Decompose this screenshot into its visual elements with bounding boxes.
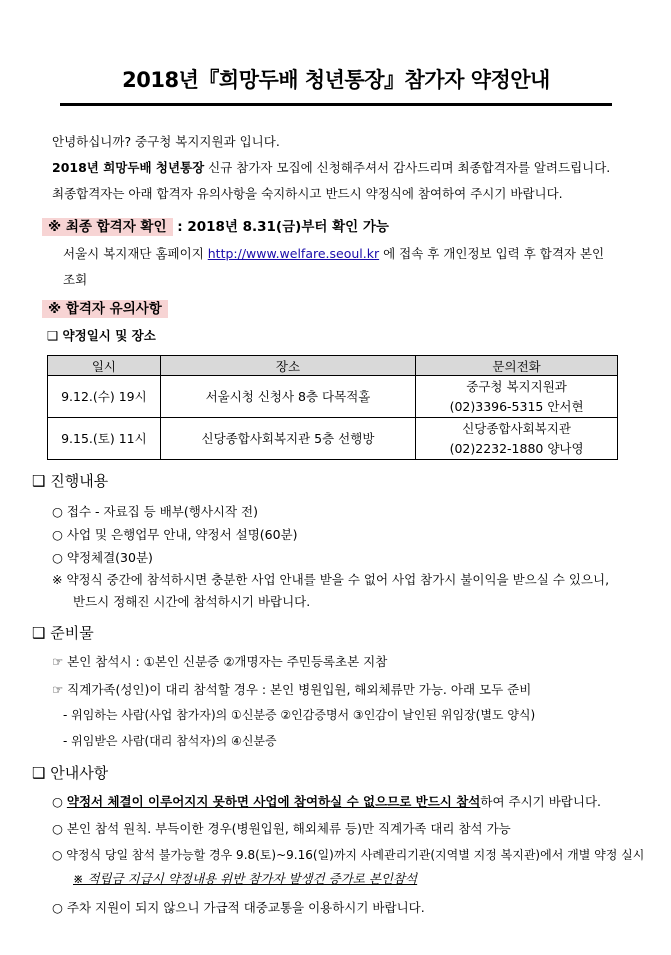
intro-line-2-text: 신규 참가자 모집에 신청해주셔서 감사드리며 최종합격자를 알려드립니다.	[204, 160, 611, 175]
confirm-desc-line-2: 조회	[63, 272, 88, 287]
confirm-label: ※ 최종 합격자 확인	[42, 218, 173, 236]
contact-phone: (02)2232-1880 양나영	[449, 440, 584, 456]
guide-item: ○ 본인 참석 원칙. 부득이한 경우(병원입원, 해외체류 등)만 직계가족 대리 참석 가능	[52, 821, 511, 836]
intro-program-name: 2018년 희망두배 청년통장	[52, 160, 205, 175]
intro-line-3: 최종합격자는 아래 합격자 유의사항을 숙지하시고 반드시 약정식에 참여하여 주시기 바랍니다.	[52, 186, 563, 201]
guide-item	[52, 792, 601, 810]
guide-item: ○ 약정식 당일 참석 불가능할 경우 9.8(토)~9.16(일)까지 사례관리기관(지역별 지정 복지관)에서 개별 약정 실시	[52, 848, 645, 862]
prep-sub-item: - 위임하는 사람(사업 참가자)의 ①신분증 ②인감증명서 ③인감이 날인된 위임장(별도 양식)	[63, 708, 536, 722]
cell-contact	[416, 418, 618, 460]
table-header-row	[48, 356, 618, 376]
intro-line-2	[52, 158, 610, 176]
page-title: 2018년『희망두배 청년통장』참가자 약정안내	[122, 68, 550, 92]
table-row	[48, 376, 618, 418]
confirm-desc	[63, 244, 604, 262]
cell-datetime: 9.15.(토) 11시	[48, 418, 161, 460]
confirm-line	[42, 215, 389, 235]
prep-item-proxy: ☞ 직계가족(성인)이 대리 참석할 경우 : 본인 병원입원, 해외체류만 가능. 아래 모두 준비	[52, 682, 532, 697]
progress-item: ○ 접수 - 자료집 등 배부(행사시작 전)	[52, 504, 258, 519]
prep-item-self: ☞ 본인 참석시 : ①본인 신분증 ②개명자는 주민등록초본 지참	[52, 654, 388, 669]
cell-place: 신당종합사회복지관 5층 선행방	[160, 418, 415, 460]
guide-item: ○ 주차 지원이 되지 않으니 가급적 대중교통을 이용하시기 바랍니다.	[52, 900, 425, 915]
cell-place: 서울시청 신청사 8층 다목적홀	[160, 376, 415, 418]
guide-note: ※ 적립금 지급시 약정내용 위반 참가자 발생건 증가로 본인참석	[73, 871, 418, 886]
guide-heading: ❑ 안내사항	[32, 764, 109, 782]
guide-emphasis: 약정서 체결이 이루어지지 못하면 사업에 참여하실 수 없으므로 반드시 참석	[66, 794, 481, 809]
progress-item: ○ 사업 및 은행업무 안내, 약정서 설명(60분)	[52, 527, 298, 542]
progress-heading: ❑ 진행내용	[32, 472, 109, 490]
prep-heading: ❑ 준비물	[32, 624, 94, 642]
confirm-desc-text-2: 에 접속 후 개인정보 입력 후 합격자 본인	[379, 246, 605, 261]
notice-line	[42, 297, 168, 317]
table-row	[48, 418, 618, 460]
schedule-table	[47, 355, 618, 460]
column-header: 일시	[48, 356, 161, 376]
guide-item-text: 하여 주시기 바랍니다.	[480, 794, 601, 809]
welfare-link[interactable]: http://www.welfare.seoul.kr	[207, 246, 380, 261]
cell-contact	[416, 376, 618, 418]
progress-note: ※ 약정식 중간에 참석하시면 충분한 사업 안내를 받을 수 없어 사업 참가시 불이익을 받으실 수 있으니,	[52, 572, 610, 587]
confirm-desc-text: 서울시 복지재단 홈페이지	[63, 246, 208, 261]
guide-bullet: ○	[52, 794, 67, 809]
notice-label: ※ 합격자 유의사항	[42, 300, 168, 318]
contact-phone: (02)3396-5315 안서현	[449, 398, 584, 414]
column-header: 문의전화	[416, 356, 618, 376]
confirm-date: : 2018년 8.31(금)부터 확인 가능	[172, 219, 389, 235]
title-divider	[60, 103, 612, 106]
intro-line-1: 안녕하십니까? 중구청 복지지원과 입니다.	[52, 134, 280, 149]
contact-org: 중구청 복지지원과	[466, 378, 567, 394]
prep-sub-item: - 위임받은 사람(대리 참석자)의 ④신분증	[63, 734, 277, 748]
cell-datetime: 9.12.(수) 19시	[48, 376, 161, 418]
progress-item: ○ 약정체결(30분)	[52, 550, 153, 565]
progress-note-2: 반드시 정해진 시간에 참석하시기 바랍니다.	[73, 594, 311, 609]
contact-org: 신당종합사회복지관	[462, 420, 571, 436]
column-header: 장소	[160, 356, 415, 376]
schedule-heading: ❑ 약정일시 및 장소	[47, 328, 156, 343]
